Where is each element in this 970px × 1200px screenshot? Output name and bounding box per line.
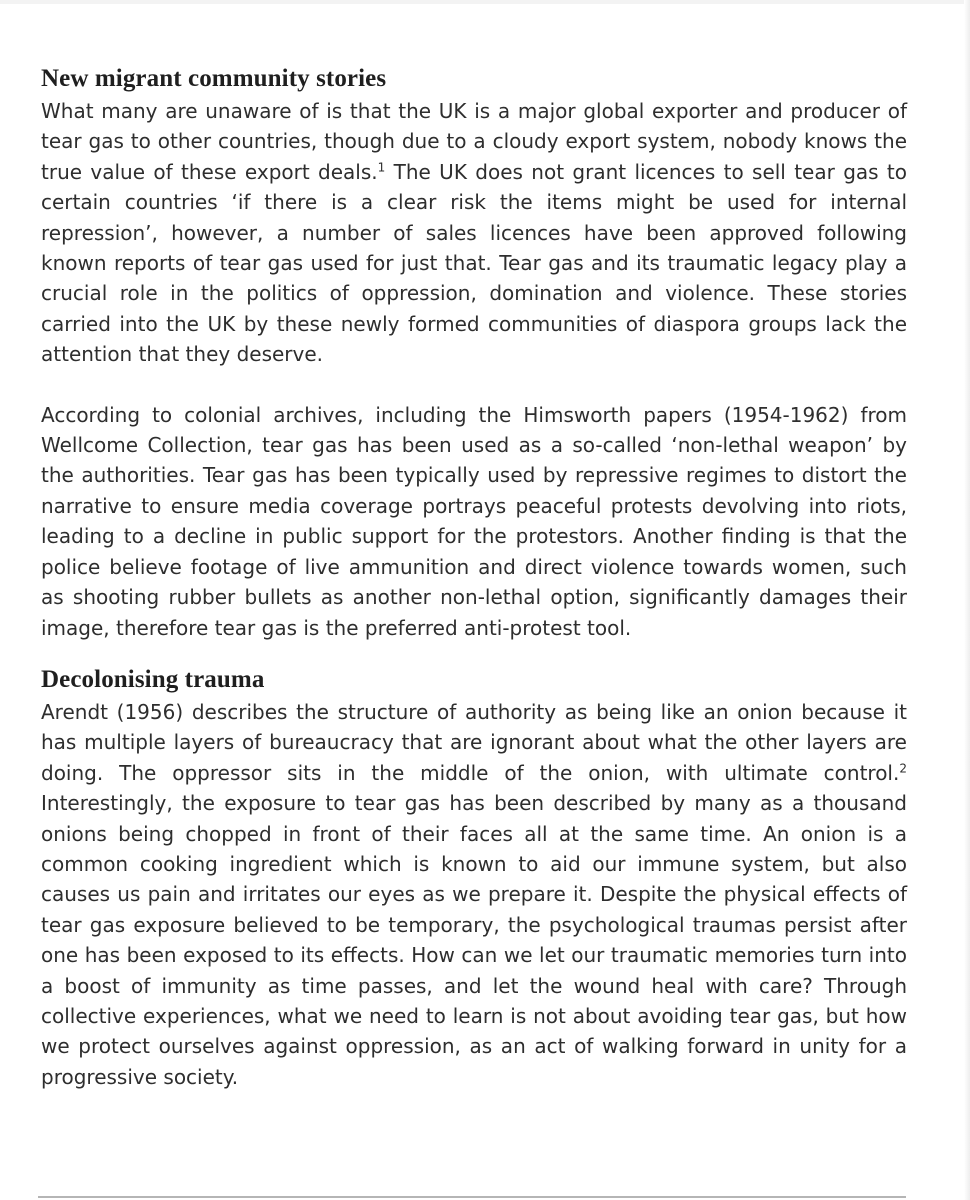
paragraph-text: What many are unaware of is that the UK is a major global exporter and producer of tear gas to other countries, though due to a cloudy export system, nobody knows the true value of these export deals.	[41, 99, 907, 184]
paragraph-text: The UK does not grant licences to sell tear gas to certain countries ‘if there is a clear risk the items might be used for internal repression’, however, a number of sales licences have been approved following known reports of tear gas used for just that. Tear gas and its traumatic legacy play a crucial role in the politics of oppression, domination and violence. These stories carried into the UK by these newly formed communities of diaspora groups lack the attention that they deserve.	[41, 159, 907, 367]
footnote-marker-1: 1	[377, 160, 386, 175]
section-heading-migrant-stories: New migrant community stories	[41, 65, 387, 92]
page-right-edge	[964, 0, 970, 1200]
bottom-divider	[38, 1196, 906, 1198]
article-body	[41, 64, 907, 1092]
paragraph-onion-authority	[41, 697, 907, 1092]
paragraph-colonial-archives: According to colonial archives, including the Himsworth papers (1954-1962) from Wellcome Collection, tear gas has been used as a so-called ‘non-lethal weapon’ by the authorities. Tear gas has been typically used by repressive regimes to distort the narrative to ensure media coverage portrays peaceful protests devolving into riots, leading to a decline in public support for the protestors. Another finding is that the police believe footage of live ammunition and direct violence towards women, such as shooting rubber bullets as another non-lethal option, significantly damages their image, therefore tear gas is the preferred anti-protest tool.	[41, 402, 907, 640]
page-top-edge	[0, 0, 970, 4]
paragraph-text: Arendt (1956) describes the structure of authority as being like an onion because it has multiple layers of bureaucracy that are ignorant about what the other layers are doing. The oppressor sits in the middle of the onion, with ultimate control.	[41, 699, 907, 785]
paragraph-tear-gas-exports	[41, 96, 907, 370]
footnote-marker-2: 2	[899, 761, 907, 776]
paragraph-text: Interestingly, the exposure to tear gas has been described by many as a thousand onions being chopped in front of their faces all at the same time. An onion is a common cooking ingredient which is known to aid our immune system, but also causes us pain and irritates our eyes as we prepare it. Despite the physical effects of tear gas exposure believed to be temporary, the psychological traumas persist after one has been exposed to its effects. How can we let our traumatic memories turn into a boost of immunity as time passes, and let the wound heal with care? Through collective experiences, what we need to learn is not about avoiding tear gas, but how we protect ourselves against oppression, as an act of walking forward in unity for a progressive society.	[41, 791, 907, 1089]
section-heading-decolonising-trauma: Decolonising trauma	[41, 665, 265, 693]
